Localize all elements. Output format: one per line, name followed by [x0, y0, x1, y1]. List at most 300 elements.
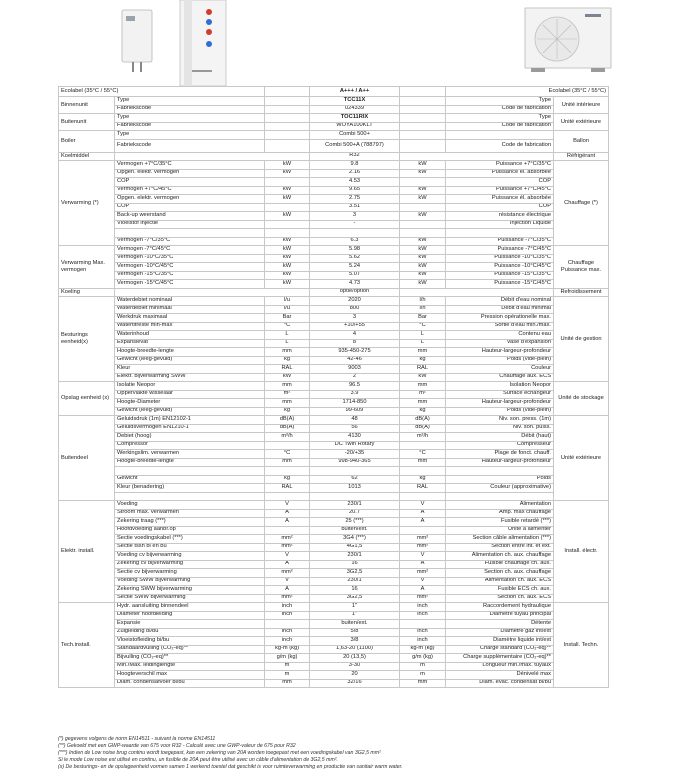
- param-label-nl: Bijvulling (CO₂-eq)**: [115, 654, 265, 663]
- param-label-nl: [115, 492, 265, 501]
- unit-cell-fr: inch: [400, 611, 446, 620]
- value-cell: 16: [310, 560, 400, 569]
- section-label-nl: Opslag eenheid (x): [59, 382, 115, 416]
- param-label-nl: Fabriekscode: [115, 105, 265, 114]
- param-label-nl: Sectie voedingskabel (***): [115, 535, 265, 544]
- unit-cell-nl: kW: [265, 212, 310, 221]
- param-label-fr: Type: [446, 97, 554, 106]
- param-label-fr: Poids (vide-plein): [446, 356, 554, 365]
- unit-cell-nl: [265, 220, 310, 229]
- unit-cell-fr: °C: [400, 450, 446, 459]
- unit-cell-nl: kW: [265, 195, 310, 204]
- param-label-nl: Expansievat: [115, 339, 265, 348]
- table-row: [59, 114, 609, 123]
- table-row: [59, 178, 609, 187]
- table-row: [59, 492, 609, 501]
- unit-cell-fr: V: [400, 577, 446, 586]
- param-label-nl: Vermogen -7°C/45°C: [115, 246, 265, 255]
- table-row: [59, 501, 609, 510]
- param-label-nl: Opgen. elektr. vermogen: [115, 169, 265, 178]
- param-label-fr: Code de fabrication: [446, 105, 554, 114]
- value-cell: 3G2,5: [310, 569, 400, 578]
- value-cell: 1": [310, 611, 400, 620]
- table-row: [59, 603, 609, 612]
- value-cell: 20.7: [310, 509, 400, 518]
- footnote: (***) Indien de Low noise brug continu wordt toegepast, kan een zekering van 20A worden toegepast met een voedingskabel van 3G2,5 mm²: [58, 750, 381, 756]
- param-label-fr: Code de fabrication: [446, 122, 554, 131]
- unit-cell-fr: Bar: [400, 314, 446, 323]
- table-row: [59, 399, 609, 408]
- unit-cell-fr: mm²: [400, 535, 446, 544]
- table-row: [59, 305, 609, 314]
- param-label-nl: Voeding: [115, 501, 265, 510]
- value-cell: buiten/ext.: [310, 526, 400, 535]
- unit-cell-nl: mm: [265, 382, 310, 391]
- param-label-fr: Puissance él. absorbée: [446, 195, 554, 204]
- unit-cell-nl: A: [265, 586, 310, 595]
- table-row: [59, 195, 609, 204]
- param-label-fr: COP: [446, 203, 554, 212]
- unit-cell-fr: [400, 526, 446, 535]
- param-label-fr: Hauteur-largeur-profondeur: [446, 458, 554, 467]
- unit-cell-fr: [400, 122, 446, 131]
- footnote: (x) De besturings- en de opslageenheid vormen samen 1 werkend toestel dat geschikt is voor ruimteverwarming en productie van sanitair warm water.: [58, 764, 403, 770]
- param-label-fr: Type: [446, 114, 554, 123]
- param-label-nl: Gewicht (leeg-gevuld): [115, 407, 265, 416]
- value-cell: [310, 467, 400, 476]
- unit-cell-fr: mm: [400, 348, 446, 357]
- unit-cell-fr: kW: [400, 271, 446, 280]
- value-cell: 4130: [310, 433, 400, 442]
- unit-cell-nl: m²: [265, 390, 310, 399]
- unit-cell-nl: A: [265, 560, 310, 569]
- param-label-nl: Vermogen -10°C/35°C: [115, 254, 265, 263]
- param-label-nl: Expansie: [115, 620, 265, 629]
- unit-cell-fr: m³/h: [400, 433, 446, 442]
- unit-cell-fr: m: [400, 662, 446, 671]
- unit-cell-nl: [265, 441, 310, 450]
- unit-cell-nl: kW: [265, 280, 310, 289]
- unit-cell-nl: L: [265, 331, 310, 340]
- table-row: [59, 280, 609, 289]
- param-label-nl: Fabriekscode: [115, 122, 265, 131]
- param-label-fr: Puissance -15°C/45°C: [446, 280, 554, 289]
- unit-cell-fr: inch: [400, 603, 446, 612]
- value-cell: 6.3: [310, 237, 400, 246]
- blank-cell: [265, 87, 310, 97]
- param-label-nl: Opgen. elektr. vermogen: [115, 195, 265, 204]
- value-cell: 1013: [310, 484, 400, 493]
- value-cell: 3: [310, 212, 400, 221]
- param-label-nl: Vermogen -15°C/35°C: [115, 271, 265, 280]
- table-row: [59, 186, 609, 195]
- param-label-fr: Section entre int. et ext.: [446, 543, 554, 552]
- unit-cell-nl: m: [265, 662, 310, 671]
- param-label-fr: Hauteur-largeur-profondeur: [446, 399, 554, 408]
- table-row: [59, 348, 609, 357]
- unit-cell-fr: [400, 105, 446, 114]
- blank-cell: [400, 87, 446, 97]
- unit-cell-fr: g/m (kg): [400, 654, 446, 663]
- unit-cell-nl: [265, 139, 310, 152]
- ecolabel-label-fr: Ecolabel (35°C / 55°C): [446, 87, 609, 97]
- unit-cell-fr: mm²: [400, 569, 446, 578]
- param-label-fr: Fusible chauffage ch. aux.: [446, 560, 554, 569]
- table-row: [59, 254, 609, 263]
- table-row: [59, 671, 609, 680]
- unit-cell-fr: m: [400, 671, 446, 680]
- unit-cell-fr: l/h: [400, 305, 446, 314]
- param-label-fr: Injection Liquide: [446, 220, 554, 229]
- value-cell: [310, 229, 400, 238]
- unit-cell-nl: mm²: [265, 543, 310, 552]
- section-label-fr: Unité extérieure: [554, 416, 609, 501]
- value-cell: 5.62: [310, 254, 400, 263]
- blank-cell: [400, 288, 554, 297]
- unit-cell-nl: kW: [265, 161, 310, 170]
- blank-cell: [115, 152, 310, 161]
- table-row: [59, 220, 609, 229]
- unit-cell-nl: L: [265, 339, 310, 348]
- unit-cell-fr: mm²: [400, 594, 446, 603]
- param-label-nl: Hoogteverschil max: [115, 671, 265, 680]
- value-cell: 32/16: [310, 679, 400, 688]
- section-label-nl: Besturings eenheid(x): [59, 297, 115, 382]
- value-cell: 48: [310, 416, 400, 425]
- unit-cell-nl: mm: [265, 348, 310, 357]
- unit-cell-nl: [265, 114, 310, 123]
- param-label-fr: Diamètre tuyau principal: [446, 611, 554, 620]
- table-row: [59, 577, 609, 586]
- param-label-nl: Werkingslim. verwarmen: [115, 450, 265, 459]
- unit-cell-fr: [400, 178, 446, 187]
- table-row: [59, 161, 609, 170]
- unit-cell-nl: mm: [265, 679, 310, 688]
- param-label-nl: Sectie tssn bi en bu: [115, 543, 265, 552]
- section-label-fr: Refroidissement: [554, 288, 609, 297]
- param-label-fr: Diamètre liquide int/ext: [446, 637, 554, 646]
- param-label-fr: Poids (vide-plein): [446, 407, 554, 416]
- table-row: [59, 560, 609, 569]
- table-row: [59, 637, 609, 646]
- unit-cell-fr: kg: [400, 407, 446, 416]
- value-cell: 8: [310, 339, 400, 348]
- value-cell: 230/1: [310, 552, 400, 561]
- value-cell: 935-450-275: [310, 348, 400, 357]
- section-label-fr: Unité de gestion: [554, 297, 609, 382]
- table-row: [59, 594, 609, 603]
- unit-cell-fr: A: [400, 509, 446, 518]
- unit-cell-nl: [265, 467, 310, 476]
- value-cell: 3.9: [310, 390, 400, 399]
- ecolabel-label-nl: Ecolabel (35°C / 55°C): [59, 87, 265, 97]
- blank-cell: [115, 288, 310, 297]
- param-label-fr: Section ch. aux. ECS: [446, 594, 554, 603]
- param-label-fr: Puissance -10°C/45°C: [446, 263, 554, 272]
- param-label-nl: Debiet (hoog): [115, 433, 265, 442]
- unit-cell-nl: [265, 620, 310, 629]
- param-label-fr: Puissance +7°C/35°C: [446, 161, 554, 170]
- param-label-nl: Zekering traag (***): [115, 518, 265, 527]
- unit-cell-nl: kW: [265, 254, 310, 263]
- unit-cell-fr: mm: [400, 679, 446, 688]
- table-row: [59, 458, 609, 467]
- param-label-fr: Niv. son. press. (1m): [446, 416, 554, 425]
- param-label-fr: Détente: [446, 620, 554, 629]
- param-label-nl: Zekering cv bijverwarming: [115, 560, 265, 569]
- value-cell: 25 (***): [310, 518, 400, 527]
- value-cell: 024339: [310, 105, 400, 114]
- section-label-nl: Tech.install.: [59, 603, 115, 688]
- unit-cell-fr: kW: [400, 237, 446, 246]
- value-cell: DC Twin Rotary: [310, 441, 400, 450]
- param-label-nl: Kleur (benadering): [115, 484, 265, 493]
- param-label-fr: Compresseur: [446, 441, 554, 450]
- param-label-fr: Couleur (approximative): [446, 484, 554, 493]
- unit-cell-fr: dB(A): [400, 416, 446, 425]
- specification-table: [58, 86, 609, 688]
- indoor-unit-and-boiler-image: [118, 0, 238, 86]
- table-row: [59, 331, 609, 340]
- section-label-fr: Chauffage Puissance max.: [554, 246, 609, 289]
- value-cell: 230/1: [310, 501, 400, 510]
- param-label-nl: Vermogen +7°C/35°C: [115, 161, 265, 170]
- value-cell: buiten/ext.: [310, 620, 400, 629]
- unit-cell-nl: inch: [265, 628, 310, 637]
- table-row: [59, 509, 609, 518]
- param-label-nl: Kleur: [115, 365, 265, 374]
- unit-cell-nl: mm²: [265, 569, 310, 578]
- unit-cell-fr: [400, 139, 446, 152]
- param-label-fr: Section câble alimentation (***): [446, 535, 554, 544]
- unit-cell-fr: kW: [400, 161, 446, 170]
- param-label-nl: COP: [115, 203, 265, 212]
- param-label-fr: Plage de fonct. chauff.: [446, 450, 554, 459]
- table-row: [59, 356, 609, 365]
- param-label-fr: Fusible ECS ch. aux.: [446, 586, 554, 595]
- unit-cell-fr: A: [400, 518, 446, 527]
- unit-cell-nl: mm: [265, 458, 310, 467]
- param-label-nl: Min./Max. leidinglengte: [115, 662, 265, 671]
- param-label-fr: Puissance +7°C/45°C: [446, 186, 554, 195]
- value-cell: 3G2,5: [310, 594, 400, 603]
- param-label-fr: Puissance -10°C/35°C: [446, 254, 554, 263]
- unit-cell-fr: [400, 203, 446, 212]
- outdoor-unit-image: [523, 6, 613, 74]
- unit-cell-fr: kW: [400, 254, 446, 263]
- table-row: [59, 339, 609, 348]
- param-label-fr: Débit d'eau minimal: [446, 305, 554, 314]
- unit-cell-fr: [400, 220, 446, 229]
- unit-cell-nl: kg: [265, 356, 310, 365]
- section-label-nl: Verwarming (*): [59, 161, 115, 246]
- value-cell: 4.73: [310, 280, 400, 289]
- param-label-fr: Amp. max chauffage: [446, 509, 554, 518]
- unit-cell-nl: kW: [265, 263, 310, 272]
- value-cell: 20: [310, 671, 400, 680]
- table-row: [59, 212, 609, 221]
- value-cell: 96.5: [310, 382, 400, 391]
- value-cell: 2020: [310, 297, 400, 306]
- param-label-fr: Charge supplémentaire (CO₂-eq)**: [446, 654, 554, 663]
- table-row: [59, 237, 609, 246]
- param-label-fr: Unité à alimenter: [446, 526, 554, 535]
- param-label-fr: [446, 492, 554, 501]
- value-cell: 5.07: [310, 271, 400, 280]
- unit-cell-nl: inch: [265, 637, 310, 646]
- table-row: [59, 297, 609, 306]
- param-label-nl: Isolatie Neopor: [115, 382, 265, 391]
- unit-cell-nl: [265, 203, 310, 212]
- table-row: [59, 203, 609, 212]
- param-label-fr: Débit d'eau nominal: [446, 297, 554, 306]
- unit-cell-fr: dB(A): [400, 424, 446, 433]
- table-row: [59, 475, 609, 484]
- unit-cell-fr: inch: [400, 637, 446, 646]
- section-label-nl: Boiler: [59, 131, 115, 153]
- unit-cell-nl: [265, 105, 310, 114]
- unit-cell-nl: [265, 178, 310, 187]
- unit-cell-fr: V: [400, 552, 446, 561]
- unit-cell-fr: [400, 97, 446, 106]
- unit-cell-nl: A: [265, 518, 310, 527]
- blank-cell: [400, 152, 554, 161]
- table-row: [59, 543, 609, 552]
- param-label-nl: Elektr. bijverwarming SWW: [115, 373, 265, 382]
- unit-cell-fr: [400, 114, 446, 123]
- param-label-nl: Watertitreste min-max: [115, 322, 265, 331]
- value-cell: 998-940-365: [310, 458, 400, 467]
- table-row: [59, 288, 609, 297]
- value-cell: 20 (13,5): [310, 654, 400, 663]
- unit-cell-nl: mm²: [265, 535, 310, 544]
- table-row: [59, 407, 609, 416]
- unit-cell-nl: kW: [265, 169, 310, 178]
- table-row: [59, 467, 609, 476]
- table-row: [59, 552, 609, 561]
- unit-cell-nl: kg-m (kg): [265, 645, 310, 654]
- param-label-nl: Zekering SWW bijverwarming: [115, 586, 265, 595]
- unit-cell-fr: [400, 131, 446, 140]
- param-label-fr: Isolation Neopor: [446, 382, 554, 391]
- param-label-fr: Code de fabrication: [446, 139, 554, 152]
- unit-cell-nl: g/m (kg): [265, 654, 310, 663]
- unit-cell-fr: RAL: [400, 484, 446, 493]
- unit-cell-fr: kW: [400, 195, 446, 204]
- param-label-nl: Waterdebiet minimaal: [115, 305, 265, 314]
- unit-cell-nl: V: [265, 577, 310, 586]
- value-cell: 800: [310, 305, 400, 314]
- param-label-nl: Fabriekscode: [115, 139, 265, 152]
- unit-cell-fr: m²: [400, 390, 446, 399]
- value-cell: 4.53: [310, 178, 400, 187]
- param-label-fr: Chauffage aux. ECS: [446, 373, 554, 382]
- value-cell: 9.65: [310, 186, 400, 195]
- param-label-fr: COP: [446, 178, 554, 187]
- param-label-fr: Alimentation: [446, 501, 554, 510]
- unit-cell-nl: [265, 131, 310, 140]
- param-label-nl: Hoofdvoeding aanbr.op: [115, 526, 265, 535]
- param-label-nl: Hoogte-Diameter: [115, 399, 265, 408]
- table-row: [59, 169, 609, 178]
- param-label-nl: Sectie cv bijverwarming: [115, 569, 265, 578]
- unit-cell-fr: [400, 229, 446, 238]
- value-cell: Combi 500+: [310, 131, 400, 140]
- param-label-fr: Vase d'expansion: [446, 339, 554, 348]
- param-label-nl: Sectie SWW bijverwarming: [115, 594, 265, 603]
- unit-cell-nl: m: [265, 671, 310, 680]
- value-cell: 1,63-20 (1100): [310, 645, 400, 654]
- unit-cell-nl: [265, 229, 310, 238]
- table-row: [59, 586, 609, 595]
- section-label-fr: Install. électr.: [554, 501, 609, 603]
- table-row: [59, 365, 609, 374]
- value-cell: 230/1: [310, 577, 400, 586]
- value-cell: 5.98: [310, 246, 400, 255]
- unit-cell-fr: kW: [400, 212, 446, 221]
- unit-cell-nl: V: [265, 501, 310, 510]
- unit-cell-nl: RAL: [265, 365, 310, 374]
- footnote: Si le mode Low noise est utilisé en continu, un fusible de 20A peut être utilisé avec un câble d'alimentation de 3G2,5 mm².: [58, 757, 338, 763]
- section-label-nl: Elektr. install.: [59, 501, 115, 603]
- param-label-fr: Puissance -15°C/35°C: [446, 271, 554, 280]
- unit-cell-fr: inch: [400, 628, 446, 637]
- table-row: [59, 484, 609, 493]
- table-row: [59, 662, 609, 671]
- value-cell: 62: [310, 475, 400, 484]
- value-cell: [310, 492, 400, 501]
- table-row: [59, 263, 609, 272]
- value-cell: 4: [310, 331, 400, 340]
- param-label-nl: Hoogte-breedte-lengte: [115, 458, 265, 467]
- value-cell: 5.24: [310, 263, 400, 272]
- value-cell: 3-30: [310, 662, 400, 671]
- table-row: [59, 246, 609, 255]
- unit-cell-fr: V: [400, 501, 446, 510]
- value-cell: Combi 500+A (788797): [310, 139, 400, 152]
- table-row: [59, 131, 609, 140]
- unit-cell-nl: A: [265, 509, 310, 518]
- table-row: [59, 152, 609, 161]
- param-label-nl: Vloeistofleiding bi/bu: [115, 637, 265, 646]
- unit-cell-nl: V: [265, 552, 310, 561]
- param-label-fr: Hauteur-largeur-profondeur: [446, 348, 554, 357]
- value-cell: 1": [310, 603, 400, 612]
- table-row: [59, 628, 609, 637]
- param-label-nl: Compressor: [115, 441, 265, 450]
- table-row: [59, 535, 609, 544]
- section-label-fr: Chauffage (*): [554, 161, 609, 246]
- unit-cell-nl: RAL: [265, 484, 310, 493]
- unit-cell-nl: kW: [265, 271, 310, 280]
- value-cell: 2.16: [310, 169, 400, 178]
- footnote: (**) Gekoeld met een GWP-waarde van 675 voor R32 - Calculé avec une GWP-valeur de 675 pour R32: [58, 743, 296, 749]
- unit-cell-nl: kW: [265, 237, 310, 246]
- section-label-fr: Unité intérieure: [554, 97, 609, 114]
- value-cell: 1714-850: [310, 399, 400, 408]
- unit-cell-fr: [400, 492, 446, 501]
- param-label-fr: Couleur: [446, 365, 554, 374]
- unit-cell-fr: kW: [400, 280, 446, 289]
- section-label-nl: Verwarming Max. vermogen: [59, 246, 115, 289]
- param-label-fr: Alimentation ch. aux. ECS: [446, 577, 554, 586]
- value-cell: WOYA100KLT: [310, 122, 400, 131]
- unit-cell-fr: L: [400, 331, 446, 340]
- value-cell: 2: [310, 373, 400, 382]
- param-label-nl: Werkdruk maximaal: [115, 314, 265, 323]
- table-row: [59, 620, 609, 629]
- param-label-nl: Stroom max. verwarmen: [115, 509, 265, 518]
